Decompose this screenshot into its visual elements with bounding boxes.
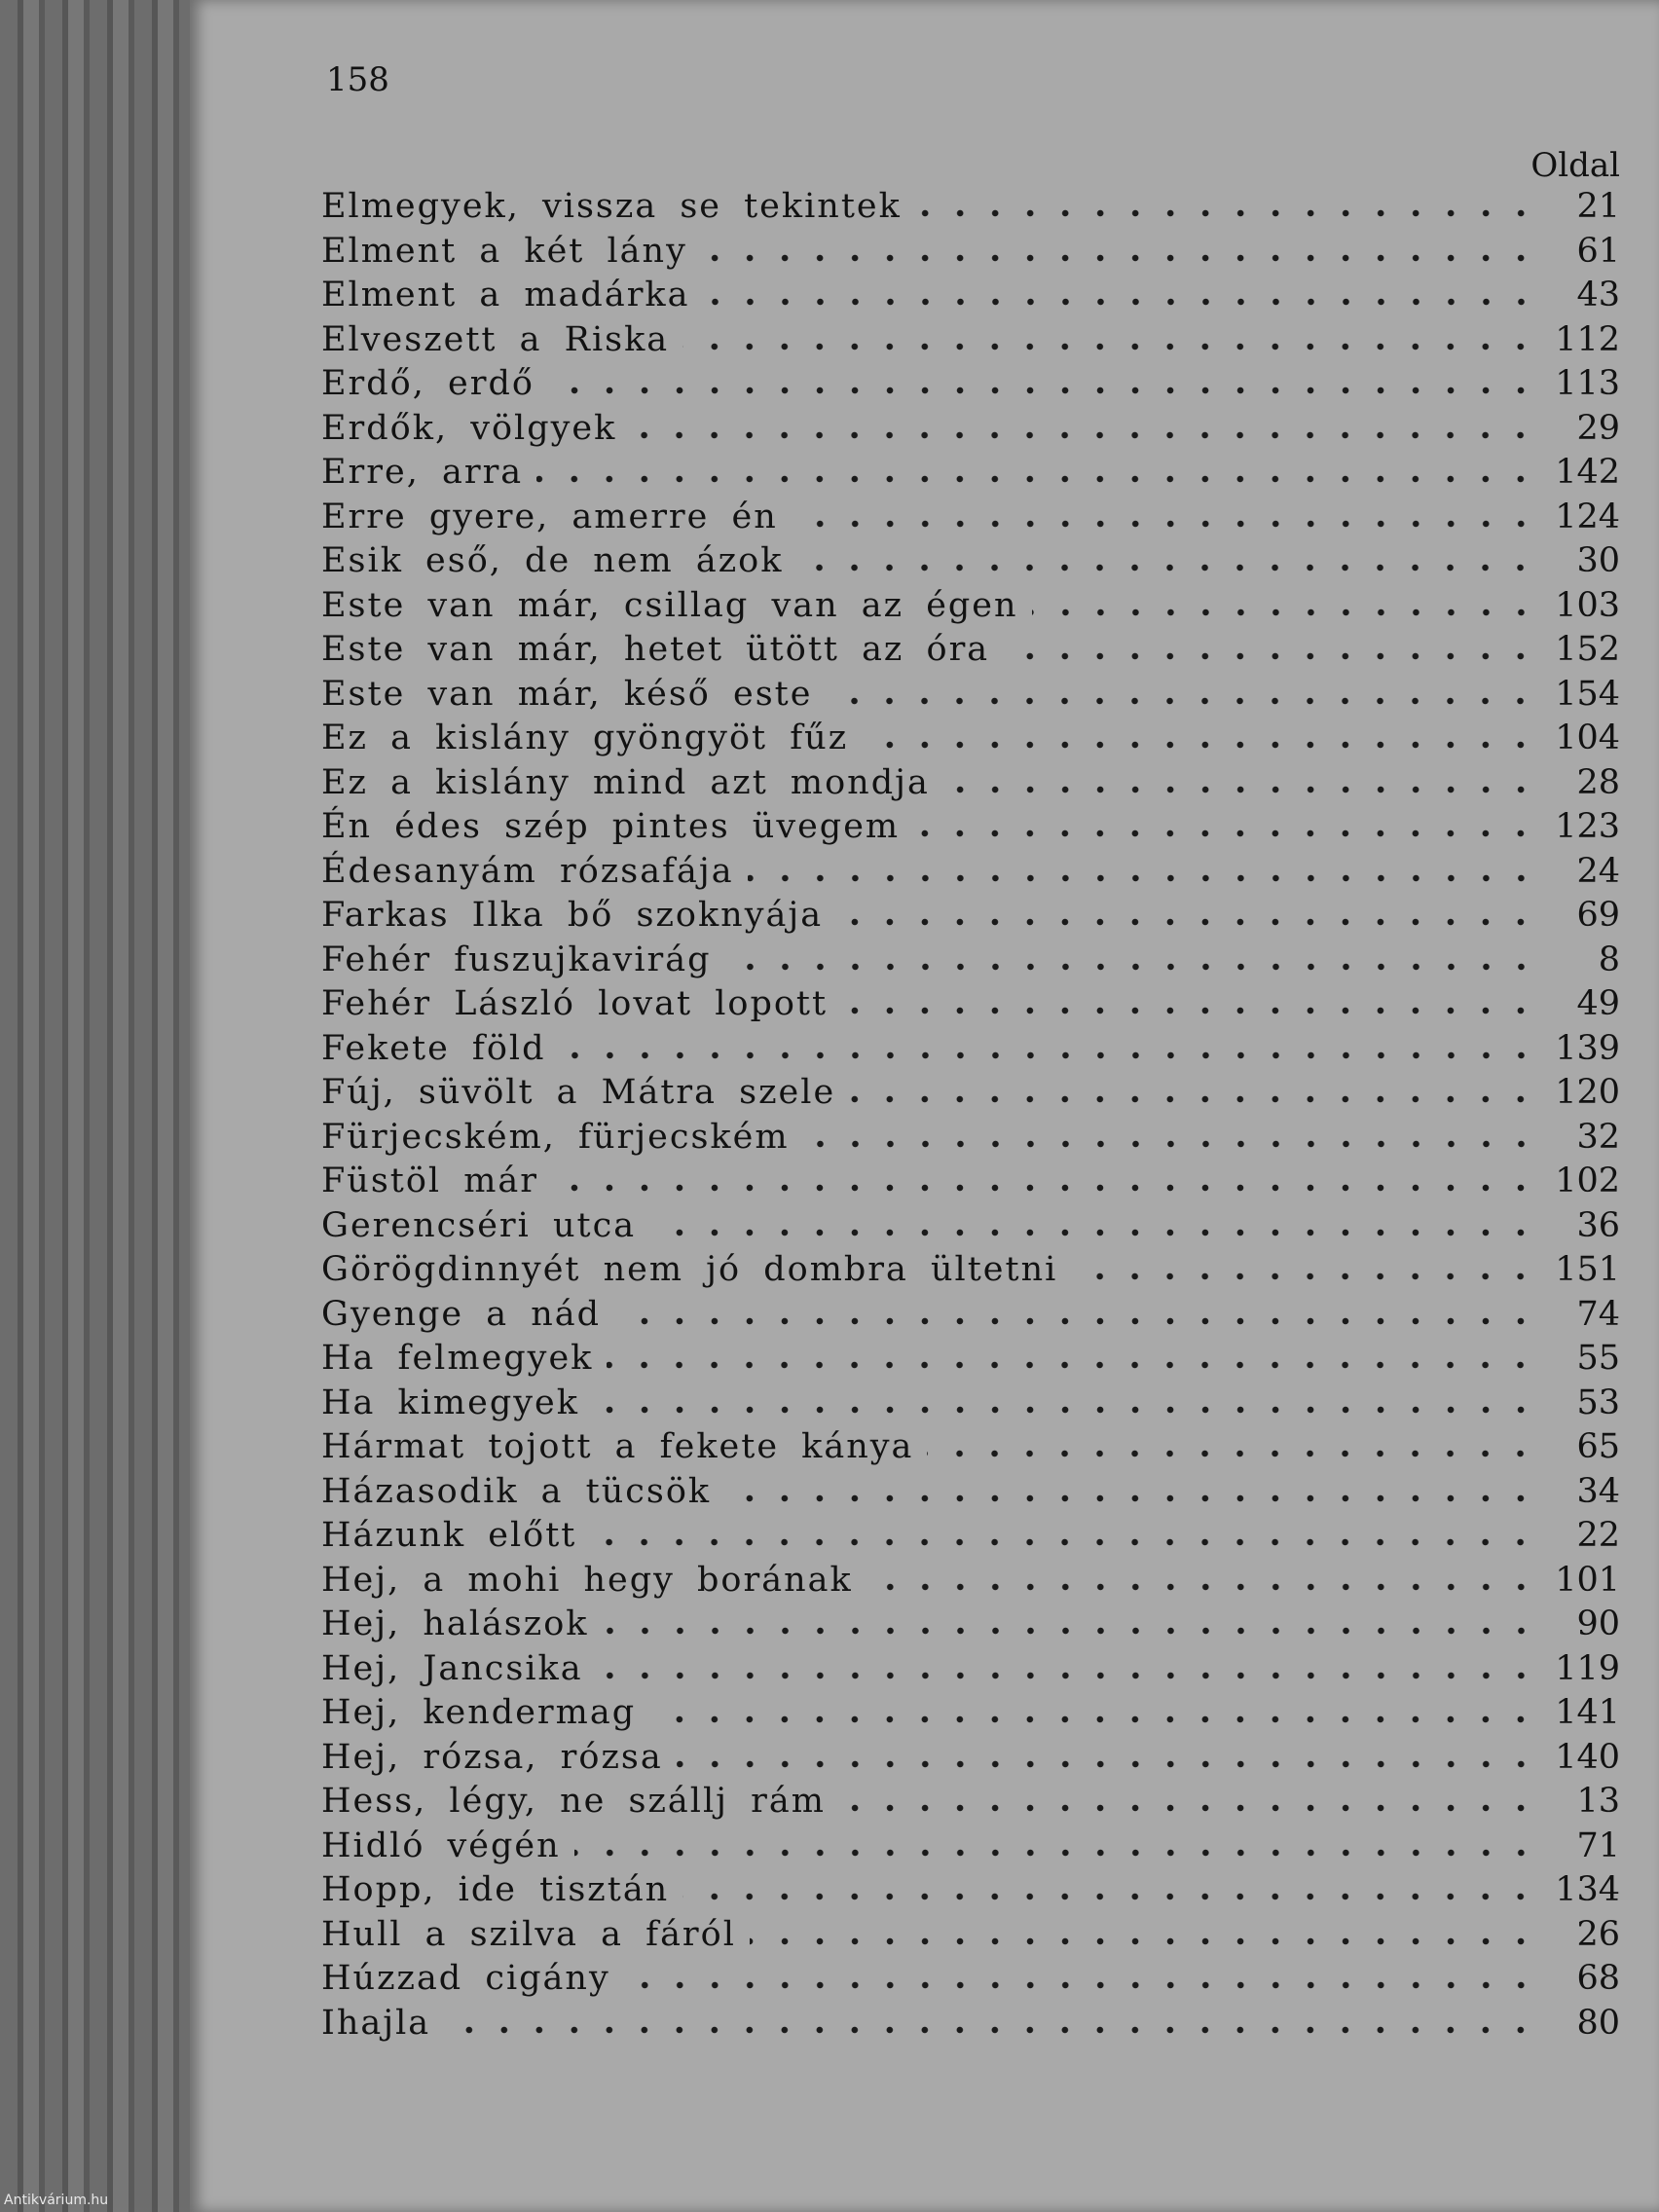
toc-entry-title: Én édes szép pintes üvegem <box>321 807 901 846</box>
toc-entry-page: 26 <box>1576 1914 1620 1954</box>
toc-entry-title: Ez a kislány mind azt mondja <box>321 762 930 802</box>
toc-entry <box>321 1339 1620 1383</box>
toc-entry <box>321 1295 1620 1340</box>
toc-entry-title: Elment a két lány <box>321 231 687 271</box>
dot-leader <box>849 1095 1538 1103</box>
dot-leader <box>913 830 1538 837</box>
toc-entry-page: 90 <box>1576 1604 1620 1643</box>
toc-entry-title: Elveszett a Riska <box>321 319 670 359</box>
toc-entry-title: Gerencséri utca <box>321 1205 637 1245</box>
dot-leader <box>682 343 1538 350</box>
dot-leader <box>630 431 1538 439</box>
toc-entry <box>321 1649 1620 1694</box>
table-of-contents <box>321 187 1620 2047</box>
toc-entry-page: 13 <box>1576 1782 1620 1821</box>
toc-entry-title: Hidló végén <box>321 1825 561 1865</box>
toc-entry <box>321 276 1620 320</box>
toc-entry <box>321 984 1620 1029</box>
toc-entry-page: 43 <box>1576 276 1620 314</box>
toc-entry-title: Hej, rózsa, rózsa <box>321 1737 663 1777</box>
toc-entry <box>321 1959 1620 2004</box>
toc-entry-page: 151 <box>1555 1250 1620 1289</box>
dot-leader <box>677 1760 1538 1768</box>
toc-entry-page: 55 <box>1576 1339 1620 1378</box>
dot-leader <box>927 1450 1538 1457</box>
dot-leader <box>701 254 1538 262</box>
toc-entry-page: 8 <box>1598 940 1620 979</box>
toc-entry <box>321 1915 1620 1960</box>
toc-entry-title: Fürjecském, fürjecském <box>321 1117 790 1157</box>
toc-entry-title: Hármat tojott a fekete kánya <box>321 1427 914 1466</box>
toc-entry <box>321 232 1620 276</box>
toc-entry <box>321 498 1620 542</box>
toc-entry <box>321 586 1620 631</box>
toc-entry-page: 152 <box>1555 630 1620 669</box>
toc-entry <box>321 1738 1620 1783</box>
dot-leader <box>560 1051 1538 1059</box>
toc-entry <box>321 1516 1620 1561</box>
toc-entry <box>321 1693 1620 1738</box>
toc-entry <box>321 409 1620 454</box>
toc-entry <box>321 719 1620 763</box>
toc-entry-title: Hej, a mohi hegy borának <box>321 1560 853 1600</box>
toc-entry-page: 141 <box>1555 1693 1620 1732</box>
dot-leader <box>682 1893 1538 1900</box>
toc-entry-title: Ihajla <box>321 2003 431 2043</box>
toc-entry-title: Hej, halászok <box>321 1604 589 1643</box>
toc-entry-title: Elmegyek, vissza se tekintek <box>321 187 902 226</box>
toc-entry-title: Hess, légy, ne szállj rám <box>321 1782 826 1821</box>
toc-entry-page: 53 <box>1576 1382 1620 1422</box>
dot-leader <box>548 387 1538 394</box>
toc-entry-page: 69 <box>1576 896 1620 935</box>
dot-leader <box>1032 608 1538 616</box>
toc-entry <box>321 1206 1620 1251</box>
toc-entry-title: Erre gyere, amerre én <box>321 497 778 536</box>
toc-entry-title: Erdő, erdő <box>321 364 535 403</box>
toc-entry <box>321 852 1620 897</box>
toc-entry <box>321 541 1620 586</box>
dot-leader <box>597 1672 1538 1679</box>
toc-entry-page: 134 <box>1555 1870 1620 1909</box>
toc-entry <box>321 1029 1620 1074</box>
toc-entry-page: 113 <box>1555 364 1620 403</box>
dot-leader <box>862 741 1538 749</box>
toc-entry <box>321 1782 1620 1826</box>
toc-entry-page: 139 <box>1555 1028 1620 1068</box>
toc-entry <box>321 1383 1620 1428</box>
dot-leader <box>750 1937 1538 1945</box>
toc-entry <box>321 1118 1620 1162</box>
dot-leader <box>839 1804 1538 1812</box>
toc-entry-page: 124 <box>1555 497 1620 536</box>
toc-entry-page: 34 <box>1576 1471 1620 1511</box>
toc-entry-title: Házunk előtt <box>321 1516 577 1555</box>
toc-entry-title: Elment a madárka <box>321 276 690 314</box>
toc-entry-page: 68 <box>1576 1959 1620 1998</box>
dot-leader <box>649 1229 1538 1236</box>
toc-entry-page: 32 <box>1576 1117 1620 1157</box>
dot-leader <box>1003 652 1538 660</box>
dot-leader <box>649 1715 1538 1723</box>
dot-leader <box>552 1184 1538 1192</box>
dot-leader <box>725 963 1538 971</box>
toc-entry-title: Görögdinnyét nem jó dombra ültetni <box>321 1250 1058 1289</box>
toc-entry-page: 21 <box>1576 187 1620 226</box>
toc-entry <box>321 807 1620 852</box>
toc-entry-page: 119 <box>1555 1648 1620 1688</box>
watermark: Antikvárium.hu <box>4 2193 109 2208</box>
dot-leader <box>603 1627 1539 1635</box>
toc-entry-title: Fekete föld <box>321 1028 546 1068</box>
toc-entry <box>321 453 1620 498</box>
toc-entry <box>321 1826 1620 1871</box>
toc-entry-page: 74 <box>1576 1294 1620 1334</box>
toc-entry <box>321 320 1620 365</box>
toc-entry-title: Gyenge a nád <box>321 1294 602 1334</box>
dot-leader <box>826 697 1538 705</box>
dot-leader <box>724 1494 1538 1502</box>
dot-leader <box>915 209 1538 217</box>
dot-leader <box>536 475 1538 483</box>
dot-leader <box>704 298 1538 306</box>
dot-leader <box>614 1317 1538 1325</box>
toc-entry-page: 80 <box>1576 2003 1620 2043</box>
dot-leader <box>593 1406 1538 1414</box>
toc-entry-page: 24 <box>1576 851 1620 891</box>
toc-entry-title: Fúj, süvölt a Mátra szele <box>321 1073 836 1112</box>
toc-entry-page: 140 <box>1555 1737 1620 1777</box>
toc-entry-page: 112 <box>1555 319 1620 359</box>
dot-leader <box>607 1361 1538 1369</box>
toc-entry-title: Édesanyám rózsafája <box>321 851 734 891</box>
dot-leader <box>943 786 1538 793</box>
toc-entry-page: 103 <box>1555 585 1620 625</box>
dot-leader <box>796 564 1538 571</box>
toc-entry <box>321 1427 1620 1472</box>
toc-entry-title: Este van már, hetet ütött az óra <box>321 630 990 669</box>
toc-entry <box>321 1250 1620 1295</box>
toc-entry-title: Hej, kendermag <box>321 1693 637 1732</box>
toc-entry-title: Este van már, késő este <box>321 674 813 714</box>
toc-entry-title: Hull a szilva a fáról <box>321 1914 736 1954</box>
toc-entry-page: 65 <box>1576 1427 1620 1466</box>
toc-entry <box>321 675 1620 719</box>
toc-entry-page: 101 <box>1555 1560 1620 1600</box>
toc-entry-title: Erre, arra <box>321 453 524 492</box>
toc-entry <box>321 763 1620 808</box>
toc-entry-page: 61 <box>1576 231 1620 271</box>
dot-leader <box>590 1538 1538 1546</box>
toc-entry <box>321 2004 1620 2048</box>
toc-entry <box>321 940 1620 985</box>
toc-entry-page: 71 <box>1576 1825 1620 1865</box>
toc-entry-title: Farkas Ilka bő szoknyája <box>321 896 824 935</box>
dot-leader <box>444 2026 1538 2034</box>
toc-entry-title: Húzzad cigány <box>321 1959 610 1998</box>
toc-entry-page: 29 <box>1576 408 1620 448</box>
toc-entry <box>321 364 1620 409</box>
toc-entry <box>321 1604 1620 1649</box>
toc-entry-page: 120 <box>1555 1073 1620 1112</box>
toc-entry-page: 142 <box>1555 453 1620 492</box>
toc-entry-page: 30 <box>1576 541 1620 580</box>
toc-entry <box>321 1161 1620 1206</box>
dot-leader <box>792 520 1538 528</box>
page-number: 158 <box>326 60 389 99</box>
toc-entry-page: 154 <box>1555 674 1620 714</box>
toc-entry-page: 123 <box>1555 807 1620 846</box>
toc-entry-title: Házasodik a tücsök <box>321 1471 712 1511</box>
dot-leader <box>1071 1272 1538 1280</box>
dot-leader <box>841 1007 1538 1014</box>
toc-entry <box>321 630 1620 675</box>
toc-entry <box>321 1561 1620 1605</box>
toc-entry-title: Ha kimegyek <box>321 1382 579 1422</box>
page-column-header: Oldal <box>1530 146 1620 185</box>
toc-entry-title: Füstöl már <box>321 1161 539 1200</box>
toc-entry-title: Esik eső, de nem ázok <box>321 541 784 580</box>
toc-entry <box>321 896 1620 940</box>
toc-entry-title: Hopp, ide tisztán <box>321 1870 670 1909</box>
dot-leader <box>574 1849 1538 1857</box>
toc-entry-page: 22 <box>1576 1516 1620 1555</box>
toc-entry-title: Este van már, csillag van az égen <box>321 585 1018 625</box>
toc-entry-title: Hej, Jancsika <box>321 1648 583 1688</box>
background-surface <box>0 0 195 2212</box>
toc-entry-page: 49 <box>1576 984 1620 1023</box>
dot-leader <box>803 1140 1538 1148</box>
toc-entry-title: Fehér László lovat lopott <box>321 984 829 1023</box>
toc-entry-title: Ez a kislány gyöngyöt fűz <box>321 719 849 757</box>
dot-leader <box>748 874 1538 882</box>
toc-entry-title: Erdők, völgyek <box>321 408 617 448</box>
toc-entry-title: Fehér fuszujkavirág <box>321 940 712 979</box>
toc-entry-page: 28 <box>1576 762 1620 802</box>
toc-entry-page: 102 <box>1555 1161 1620 1200</box>
toc-entry-page: 104 <box>1555 719 1620 757</box>
toc-entry <box>321 1073 1620 1118</box>
toc-entry-page: 36 <box>1576 1205 1620 1245</box>
toc-entry-title: Ha felmegyek <box>321 1339 594 1378</box>
dot-leader <box>866 1583 1538 1591</box>
toc-entry <box>321 1472 1620 1517</box>
dot-leader <box>624 1981 1538 1989</box>
toc-entry <box>321 1870 1620 1915</box>
toc-entry <box>321 187 1620 232</box>
dot-leader <box>836 918 1538 926</box>
